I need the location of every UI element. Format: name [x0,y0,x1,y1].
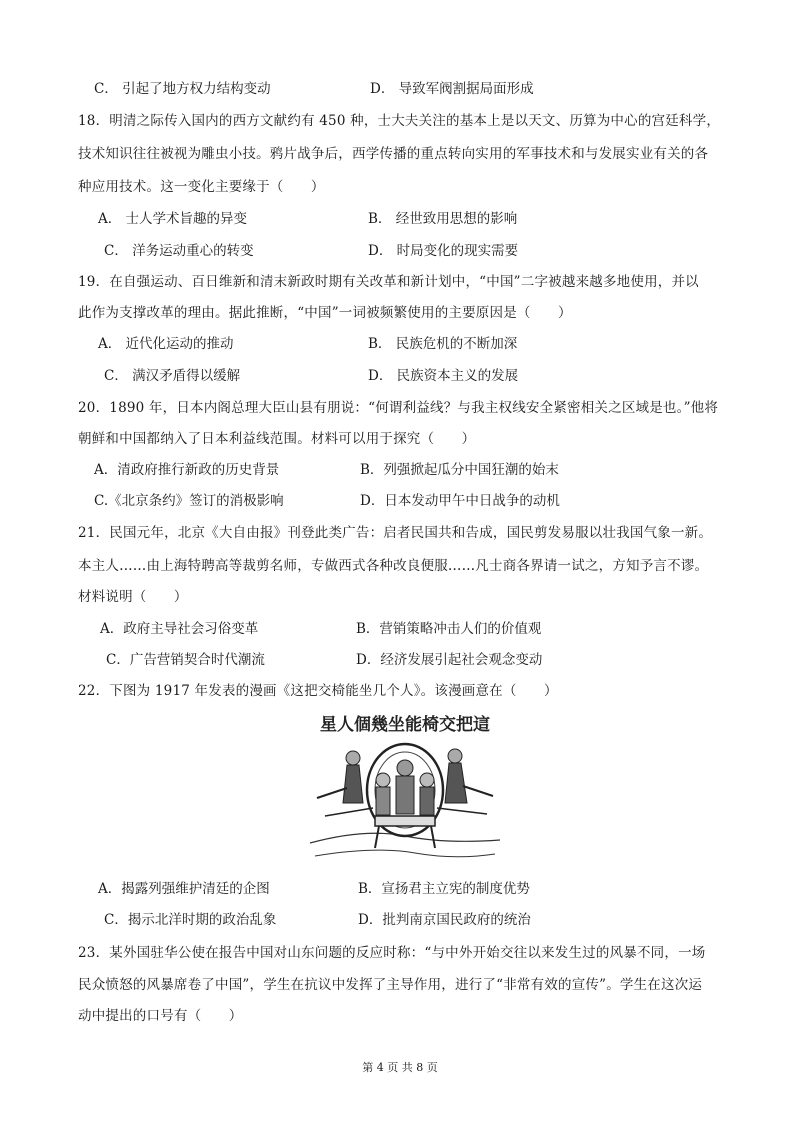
question-21-line-1: 21．民国元年，北京《大自由报》刊登此类广告：启者民国共和告成，国民剪发易服以壮我国气象一新。 [78,525,713,541]
question-20-option-d: D．日本发动甲午中日战争的动机 [360,493,560,509]
question-20-option-c: C.《北京条约》签订的消极影响 [94,493,284,509]
question-19-option-d: D． 民族资本主义的发展 [368,368,519,384]
question-19-line-2: 此作为支撑改革的理由。据此推断，“中国”一词被频繁使用的主要原因是（ ） [78,305,572,321]
question-23-line-2: 民众愤怒的风暴席卷了中国”，学生在抗议中发挥了主导作用，进行了“非常有效的宣传”。学生在这次运 [78,977,703,993]
question-21-line-2: 本主人……由上海特聘高等裁剪名师，专做西式各种改良便服……凡士商各界请一试之，方知予言不谬。 [78,558,709,574]
question-22-option-c: C．揭示北洋时期的政治乱象 [104,912,277,928]
question-18-option-a: A． 士人学术旨趣的异变 [98,211,248,227]
question-22-option-a: A．揭露列强维护清廷的企图 [98,881,270,897]
question-18-line-3: 种应用技术。这一变化主要缘于（ ） [78,179,325,195]
page-footer: 第 4 页 共 8 页 [362,1061,438,1074]
question-18-option-d: D． 时局变化的现实需要 [368,243,519,259]
question-21-option-d: D．经济发展引起社会观念变动 [356,652,543,668]
question-21-option-a: A．政府主导社会习俗变革 [100,621,259,637]
question-21-line-3: 材料说明（ ） [78,589,188,605]
question-20-option-a: A．清政府推行新政的历史背景 [94,462,280,478]
question-19-option-b: B． 民族危机的不断加深 [368,336,518,352]
question-21-option-c: C．广告营销契合时代潮流 [106,652,265,668]
question-22-option-d: D．批判南京国民政府的统治 [358,912,531,928]
question-23-line-1: 23．某外国驻华公使在报告中国对山东问题的反应时称：“与中外开始交往以来发生过的风暴不同，一场 [78,945,706,961]
question-19-option-a: A． 近代化运动的推动 [98,336,234,352]
question-18-line-1: 18．明清之际传入国内的西方文献约有 450 种，士大夫关注的基本上是以天文、历算为中心的宫廷科学， [78,113,721,129]
question-18-option-c: C． 洋务运动重心的转变 [104,243,254,259]
question-20-line-1: 20．1890 年，日本内阁总理大臣山县有朋说：“何谓利益线？与我主权线安全紧密相关之区域是也。”他将 [78,400,719,416]
cartoon-illustration [305,708,505,866]
question-22-option-b: B．宣扬君主立宪的制度优势 [358,881,530,897]
prev-option-c: C． 引起了地方权力结构变动 [94,81,271,97]
question-18-option-b: B． 经世致用思想的影响 [368,211,518,227]
question-19-line-1: 19．在自强运动、百日维新和清末新政时期有关改革和新计划中，“中国”二字被越来越多地使用，并以 [78,274,699,290]
question-20-option-b: B．列强掀起瓜分中国狂潮的始末 [360,462,559,478]
question-21-option-b: B．营销策略冲击人们的价值观 [356,621,542,637]
question-18-line-2: 技术知识往往被视为雕虫小技。鸦片战争后，西学传播的重点转向实用的军事技术和与发展实业有关的各 [78,146,709,162]
question-23-line-3: 动中提出的口号有（ ） [78,1008,243,1024]
question-22-line-1: 22．下图为 1917 年发表的漫画《这把交椅能坐几个人》。该漫画意在（ ） [78,683,558,699]
prev-option-d: D． 导致军阀割据局面形成 [370,81,534,97]
question-20-line-2: 朝鲜和中国都纳入了日本利益线范围。材料可以用于探究（ ） [78,431,476,447]
cartoon-title: 星人個幾坐能椅交把這 [320,715,490,735]
question-19-option-c: C． 满汉矛盾得以缓解 [104,368,241,384]
